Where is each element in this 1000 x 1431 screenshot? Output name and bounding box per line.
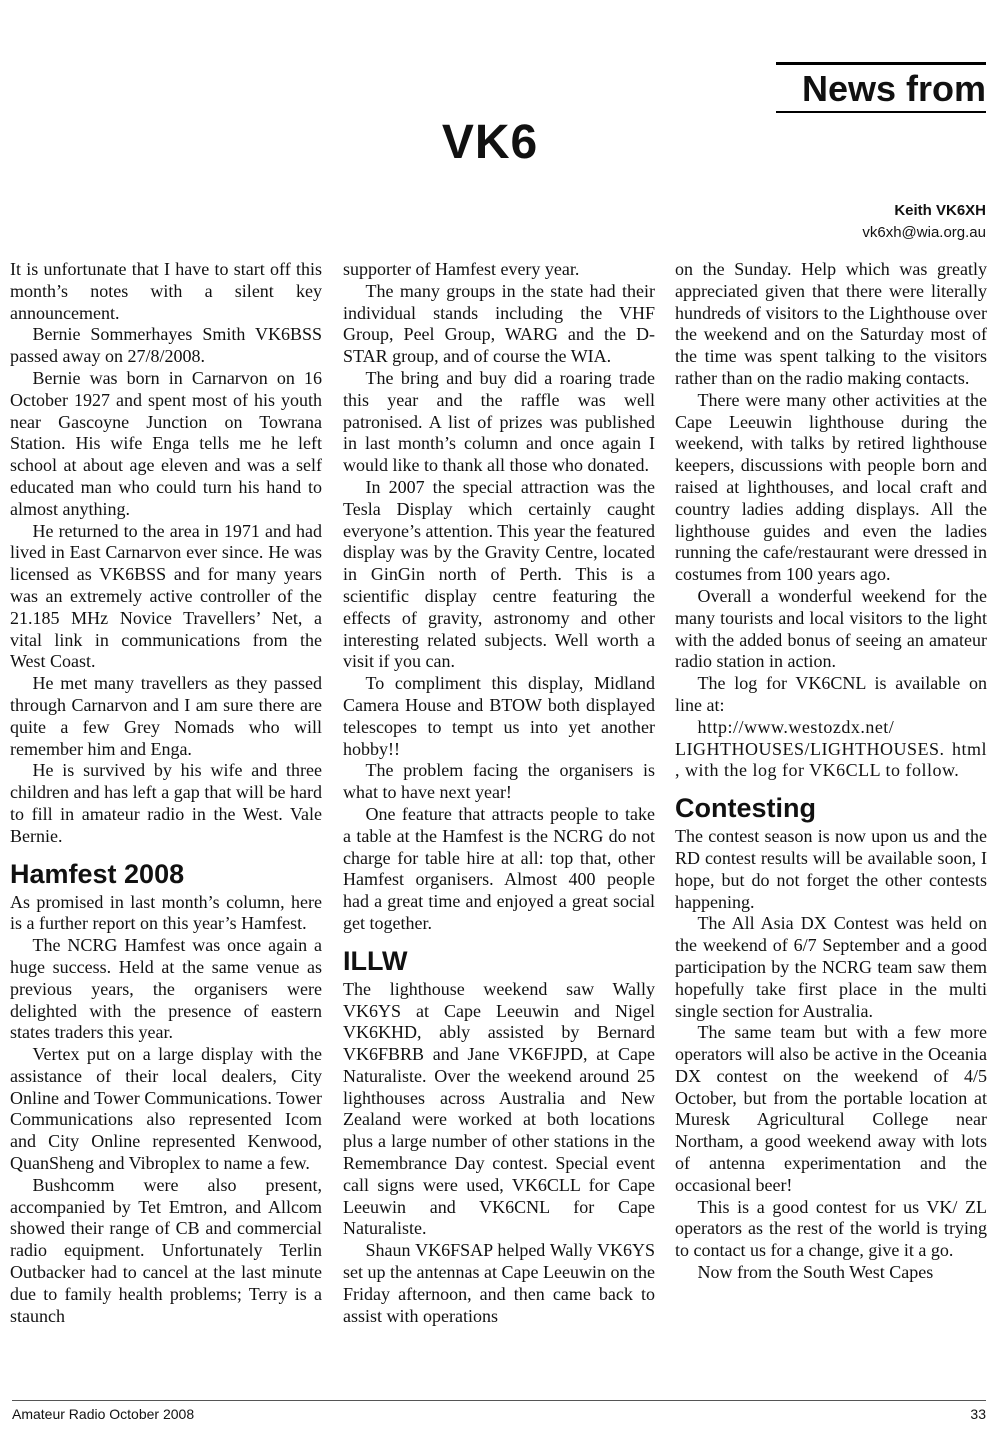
paragraph: There were many other activities at the Cape Leeuwin lighthouse during the weekend, with talks by retired lighthouse keepers, discussions with people born and raised at lighthouses, and local craft and country ladies adding displays. All the lighthouse guides and even the ladies running the cafe/restaurant were dressed in costumes from 100 years ago. [675, 389, 987, 585]
page-number: 33 [970, 1406, 986, 1422]
paragraph: Bernie Sommerhayes Smith VK6BSS passed away on 27/8/2008. [10, 324, 322, 367]
paragraph: To compliment this display, Midland Camera House and BTOW both displayed telescopes to tempt us into yet another hobby!! [343, 673, 655, 759]
paragraph: The NCRG Hamfest was once again a huge success. Held at the same venue as previous years, the organisers were delighted with the presence of eastern states traders this year. [10, 935, 322, 1043]
paragraph: One feature that attracts people to take a table at the Hamfest is the NCRG do not charge for table hire at all: top that, other Hamfest organisers. Almost 400 people had a great time and enjoyed a great social get together. [343, 803, 655, 933]
paragraph: Bernie was born in Carnarvon on 16 October 1927 and spent most of his youth near Gascoyne Junction on Towrana Station. His wife Enga tells me he left school at about age eleven and was a self educated man who could turn his hand to almost anything. [10, 367, 322, 519]
paragraph: This is a good contest for us VK/ ZL operators as the rest of the world is trying to contact us for a change, give it a go. [675, 1196, 987, 1261]
column-3 [675, 259, 987, 1284]
paragraph: In 2007 the special attraction was the Tesla Display which certainly caught everyone’s attention. This year the featured display was by the Gravity Centre, located in GinGin north of Perth. This is a scientific display centre featuring the effects of gravity, astronomy and other interesting related subjects. Well worth a visit if you can. [343, 476, 655, 672]
magazine-title: Amateur Radio October 2008 [12, 1406, 195, 1422]
page-footer [12, 1400, 986, 1422]
paragraph: He returned to the area in 1971 and had lived in East Carnarvon ever since. He was licensed as VK6BSS and for many years was an extremely active controller of the 21.185 MHz Novice Travellers’ Net, a vital link in communications from the West Coast. [10, 520, 322, 672]
region-title: VK6 [441, 116, 539, 169]
heading-illw: ILLW [343, 945, 408, 976]
paragraph: The same team but with a few more operators will also be active in the Oceania DX contest on the weekend of 4/5 October, but from the portable location at Muresk Agricultural College near Northam, a good weekend away with lots of antenna experimentation and the occasional beer! [675, 1022, 987, 1195]
paragraph: The bring and buy did a roaring trade this year and the raffle was well patronised. A list of prizes was published in last month’s column and once again I would like to thank all those who donated. [343, 367, 655, 476]
paragraph: Now from the South West Capes [697, 1262, 934, 1283]
column-2 [343, 259, 655, 1327]
paragraph: Vertex put on a large display with the assistance of their local dealers, City Online and Tower Communications. Tower Communications also represented Icom and City Online represented Kenwood, QuanSheng and Vibroplex to name a few. [10, 1044, 322, 1174]
section-title: News from [801, 68, 986, 109]
paragraph: The contest season is now upon us and the RD contest results will be available soon, I hope, but do not forget the other contests happening. [675, 826, 987, 912]
paragraph: It is unfortunate that I have to start off this month’s notes with a silent key announcement. [10, 259, 322, 323]
heading-contesting: Contesting [675, 793, 816, 824]
author-email: vk6xh@wia.org.au [862, 224, 986, 241]
paragraph: The log for VK6CNL is available on line at: [675, 673, 987, 715]
paragraph: He is survived by his wife and three children and has left a gap that will be hard to fill in amateur radio in the West. Vale Bernie. [10, 760, 322, 846]
paragraph: The All Asia DX Contest was held on the weekend of 6/7 September and a good participation by the NCRG team saw them hopefully take first place in the multi single section for Australia. [675, 913, 987, 1021]
byline [862, 200, 986, 244]
section-header [776, 62, 986, 113]
paragraph: Overall a wonderful weekend for the many tourists and local visitors to the light with the added bonus of seeing an amateur radio station in action. [675, 585, 987, 672]
column-1 [10, 259, 322, 1327]
heading-hamfest: Hamfest 2008 [10, 858, 185, 889]
paragraph: Shaun VK6FSAP helped Wally VK6YS set up the antennas at Cape Leeuwin on the Friday afternoon, and then came back to assist with operations [343, 1240, 655, 1326]
paragraph: As promised in last month’s column, here is a further report on this year’s Hamfest. [10, 891, 322, 934]
paragraph: on the Sunday. Help which was greatly appreciated given that there were literally hundreds of visitors to the Lighthouse over the weekend and on the Saturday most of the time was spent talking to the visitors rather than on the radio making contacts. [675, 259, 987, 388]
paragraph: The lighthouse weekend saw Wally VK6YS at Cape Leeuwin and Nigel VK6KHD, ably assisted by Bernard VK6FBRB and Jane VK6FJPD, at Cape Naturaliste. Over the weekend around 25 lighthouses across Australia and New Zealand were worked at both locations plus a large number of other stations in the Remembrance Day contest. Special event call signs were used, VK6CLL for Cape Leeuwin and VK6CNL for Cape Naturaliste. [343, 978, 655, 1239]
author-name: Keith VK6XH [894, 202, 986, 219]
paragraph: The problem facing the organisers is what to have next year! [343, 760, 655, 803]
paragraph: The many groups in the state had their individual stands including the VHF Group, Peel Group, WARG and the D-STAR group, and of course the WIA. [343, 280, 655, 367]
paragraph: Bushcomm were also present, accompanied by Tet Emtron, and Allcom showed their range of CB and commercial radio equipment. Unfortunately Terlin Outbacker had to cancel at the last minute due to family health problems; Terry is a staunch [10, 1174, 322, 1326]
paragraph: supporter of Hamfest every year. [343, 259, 580, 279]
log-url-paragraph: http://www.westozdx.net/ LIGHTHOUSES/LIGHTHOUSES. html , with the log for VK6CLL to follow. [675, 716, 987, 781]
paragraph: He met many travellers as they passed through Carnarvon and I am sure there are quite a few Grey Nomads who will remember him and Enga. [10, 673, 322, 759]
